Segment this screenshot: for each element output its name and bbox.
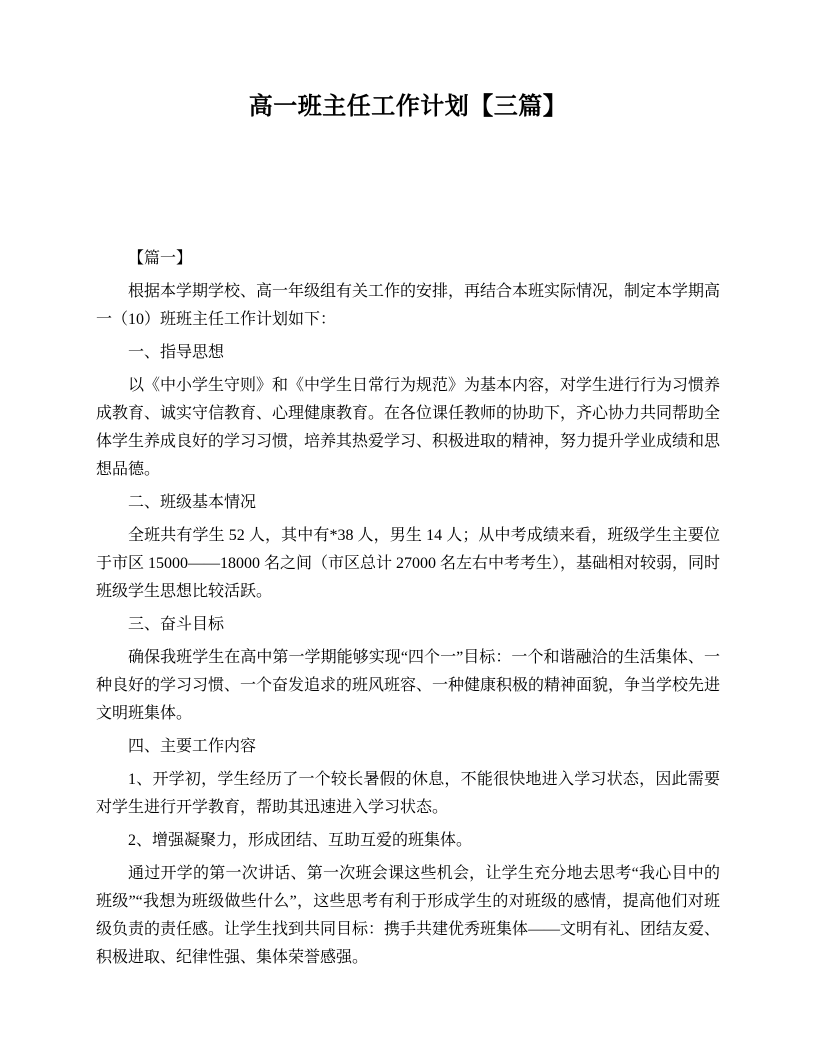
heading-goals: 三、奋斗目标 <box>128 616 225 633</box>
heading-class-basic-situation: 二、班级基本情况 <box>128 494 257 511</box>
intro-paragraph: 根据本学期学校、高一年级组有关工作的安排，再结合本班实际情况，制定本学期高一（10）班班主任工作计划如下： <box>96 283 721 328</box>
heading-main-work-content: 四、主要工作内容 <box>128 738 257 755</box>
paragraph-work-detail: 通过开学的第一次讲话、第一次班会课这些机会，让学生充分地去思考“我心目中的班级”“我想为班级做些什么”，这些思考有利于形成学生的对班级的感情，提高他们对班级负责的责任感。让学生找到共同目标：携手共建优秀班集体——文明有礼、团结友爱、积极进取、纪律性强、集体荣誉感强。 <box>96 865 721 966</box>
heading-guiding-ideology: 一、指导思想 <box>128 344 225 361</box>
paragraph-goals: 确保我班学生在高中第一学期能够实现“四个一”目标：一个和谐融洽的生活集体、一种良好的学习习惯、一个奋发追求的班风班容、一种健康积极的精神面貌，争当学校先进文明班集体。 <box>96 649 721 722</box>
part-one-label: 【篇一】 <box>128 250 193 267</box>
paragraph-work-item-1: 1、开学初，学生经历了一个较长暑假的休息，不能很快地进入学习状态，因此需要对学生进行开学教育，帮助其迅速进入学习状态。 <box>96 771 720 816</box>
paragraph-class-basic-situation: 全班共有学生 52 人，其中有*38 人，男生 14 人；从中考成绩来看，班级学生主要位于市区 15000——18000 名之间（市区总计 27000 名左右中考考生），基础相对较弱，同时班级学生思想比较活跃。 <box>96 527 721 600</box>
paragraph-work-item-2: 2、增强凝聚力，形成团结、互助互爱的班集体。 <box>128 832 473 849</box>
document-title: 高一班主任工作计划【三篇】 <box>248 94 568 120</box>
paragraph-guiding-ideology: 以《中小学生守则》和《中学生日常行为规范》为基本内容，对学生进行行为习惯养成教育、诚实守信教育、心理健康教育。在各位课任教师的协助下，齐心协力共同帮助全体学生养成良好的学习习惯，培养其热爱学习、积极进取的精神，努力提升学业成绩和思想品德。 <box>96 377 721 478</box>
